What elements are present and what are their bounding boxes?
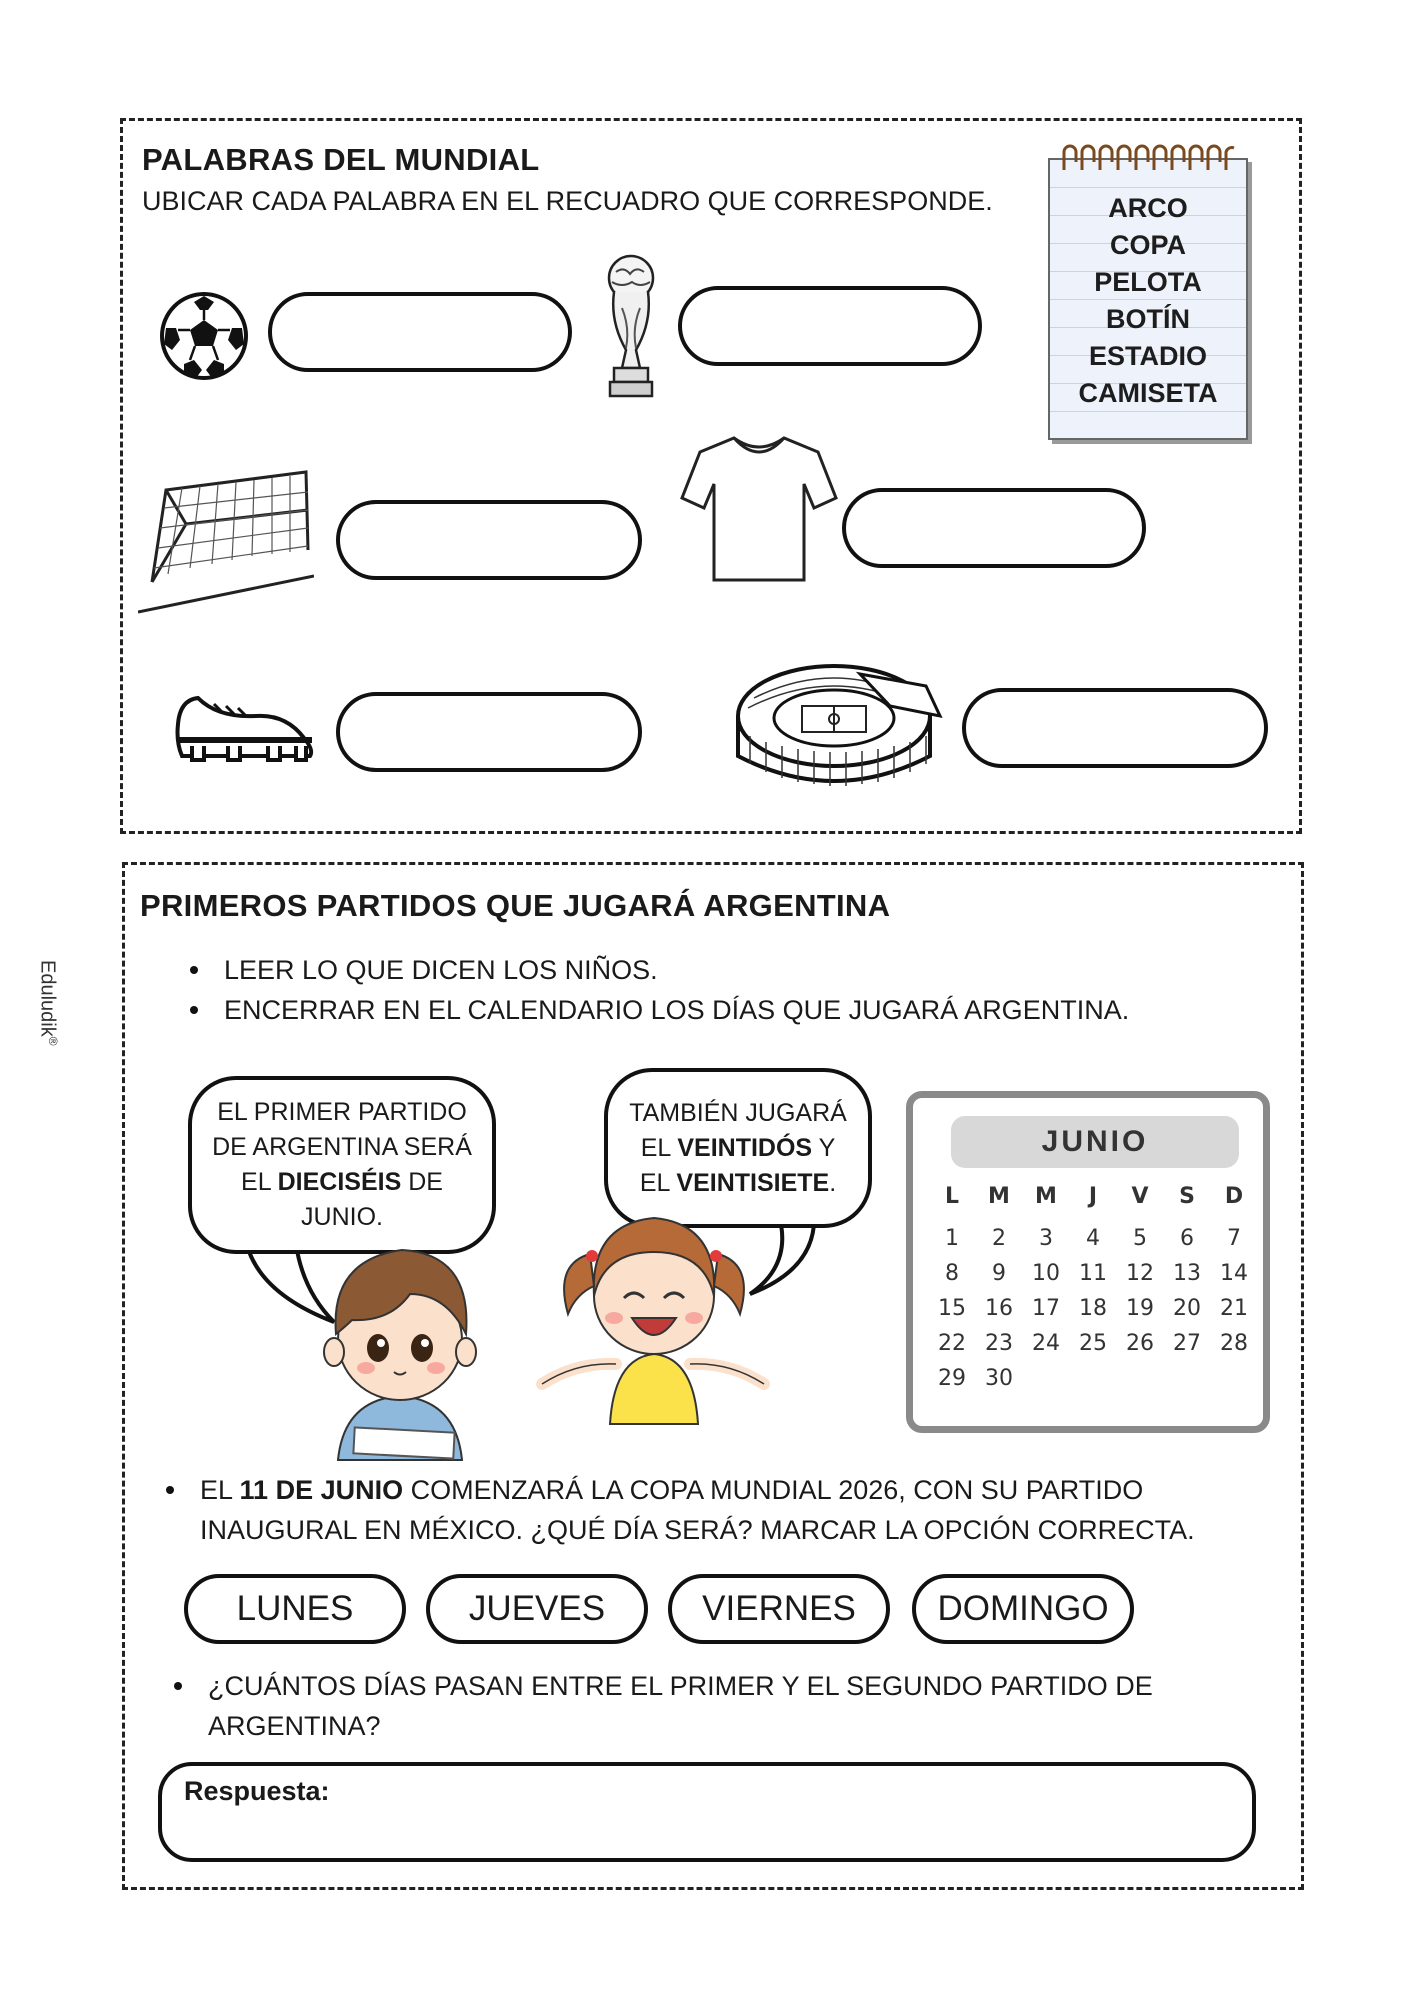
calendar-day[interactable]: 19 — [1126, 1296, 1154, 1321]
section1-title: PALABRAS DEL MUNDIAL — [142, 142, 540, 177]
bubble-girl-text: TAMBIÉN JUGARÁ EL — [629, 1098, 847, 1162]
calendar-weekday: L — [944, 1184, 960, 1209]
question1-bold: 11 DE JUNIO — [239, 1475, 404, 1505]
calendar-weekday: M — [988, 1184, 1010, 1209]
word-bank-item: ARCO — [1108, 193, 1188, 223]
calendar-day[interactable]: 17 — [1032, 1296, 1060, 1321]
word-bank-item: BOTÍN — [1106, 304, 1190, 334]
bubble-boy-bold: DIECISÉIS — [277, 1168, 402, 1196]
bubble-girl-text-2: Y EL — [639, 1133, 836, 1197]
calendar-day[interactable]: 11 — [1079, 1261, 1107, 1286]
calendar-day[interactable]: 29 — [938, 1366, 966, 1391]
bubble-girl-bold-1: VEINTIDÓS — [677, 1133, 813, 1162]
calendar-day[interactable]: 27 — [1173, 1331, 1201, 1356]
calendar-day[interactable]: 15 — [938, 1296, 966, 1321]
speech-bubble-boy — [188, 1076, 496, 1254]
question-days-between — [168, 1666, 1228, 1746]
calendar-day[interactable]: 4 — [1086, 1226, 1100, 1251]
calendar-month: JUNIO — [951, 1116, 1239, 1168]
calendar-day[interactable]: 25 — [1079, 1331, 1107, 1356]
brand-watermark — [35, 960, 60, 1046]
word-bank-item: CAMISETA — [1078, 378, 1218, 408]
calendar-day[interactable]: 14 — [1220, 1261, 1248, 1286]
calendar-day[interactable]: 20 — [1173, 1296, 1201, 1321]
brand-name: Eduludik — [36, 960, 59, 1037]
spiral-binding-icon — [1056, 140, 1240, 174]
calendar-day[interactable]: 26 — [1126, 1331, 1154, 1356]
calendar-day[interactable]: 28 — [1220, 1331, 1248, 1356]
calendar-day[interactable]: 22 — [938, 1331, 966, 1356]
answer-box-shirt[interactable] — [842, 488, 1146, 568]
word-bank-item: ESTADIO — [1088, 341, 1207, 371]
question1-text-end: COMENZARÁ LA COPA MUNDIAL 2026, CON SU PARTIDO INAUGURAL EN MÉXICO. ¿QUÉ DÍA SERÁ? MARCAR LA OPCIÓN CORRECTA. — [200, 1475, 1195, 1545]
option-viernes[interactable]: VIERNES — [668, 1574, 890, 1644]
calendar-day[interactable]: 16 — [985, 1296, 1013, 1321]
question1-text: EL — [200, 1475, 240, 1505]
soccer-ball-icon — [158, 290, 250, 382]
answer-box[interactable] — [158, 1762, 1256, 1862]
calendar-day[interactable]: 24 — [1032, 1331, 1060, 1356]
t-shirt-icon — [678, 432, 840, 586]
option-jueves[interactable]: JUEVES — [426, 1574, 648, 1644]
calendar-day[interactable]: 6 — [1180, 1226, 1194, 1251]
word-bank-notepad — [1048, 158, 1248, 440]
calendar-day[interactable]: 18 — [1079, 1296, 1107, 1321]
answer-box-goal[interactable] — [336, 500, 642, 580]
answer-box-ball[interactable] — [268, 292, 572, 372]
calendar-weekday: V — [1131, 1184, 1149, 1209]
bubble-girl-text-3: . — [829, 1168, 837, 1197]
calendar-day[interactable]: 23 — [985, 1331, 1013, 1356]
calendar-weekday: S — [1179, 1184, 1195, 1209]
option-domingo[interactable]: DOMINGO — [912, 1574, 1134, 1644]
question-opening-day — [160, 1470, 1270, 1550]
calendar-day[interactable]: 10 — [1032, 1261, 1060, 1286]
calendar-day[interactable]: 13 — [1173, 1261, 1201, 1286]
calendar-day[interactable]: 21 — [1220, 1296, 1248, 1321]
calendar-day[interactable]: 30 — [985, 1366, 1013, 1391]
instruction-item: LEER LO QUE DICEN LOS NIÑOS. — [184, 950, 1129, 990]
calendar-day[interactable]: 2 — [992, 1226, 1006, 1251]
option-lunes[interactable]: LUNES — [184, 1574, 406, 1644]
calendar-day[interactable]: 8 — [945, 1261, 959, 1286]
calendar-day[interactable]: 9 — [992, 1261, 1006, 1286]
girl-cheering-illustration — [530, 1204, 778, 1428]
june-calendar — [906, 1091, 1270, 1433]
calendar-weekday: D — [1224, 1184, 1244, 1209]
stadium-icon — [730, 652, 946, 798]
bubble-boy-text: EL PRIMER PARTIDO DE ARGENTINA SERÁ EL — [212, 1098, 472, 1196]
instruction-list — [184, 950, 1129, 1030]
answer-box-trophy[interactable] — [678, 286, 982, 366]
word-bank-item: COPA — [1109, 230, 1186, 260]
calendar-weekday: M — [1035, 1184, 1057, 1209]
calendar-day[interactable]: 12 — [1126, 1261, 1154, 1286]
instruction-item: ENCERRAR EN EL CALENDARIO LOS DÍAS QUE JUGARÁ ARGENTINA. — [184, 990, 1129, 1030]
answer-box-boot[interactable] — [336, 692, 642, 772]
boy-writing-illustration — [318, 1244, 484, 1464]
calendar-day[interactable]: 1 — [945, 1226, 959, 1251]
calendar-day[interactable]: 7 — [1227, 1226, 1241, 1251]
brand-mark: ® — [46, 1036, 60, 1046]
world-cup-trophy-icon — [600, 252, 662, 400]
calendar-weekday: J — [1088, 1184, 1098, 1209]
section2-title: PRIMEROS PARTIDOS QUE JUGARÁ ARGENTINA — [140, 888, 891, 923]
calendar-day[interactable]: 3 — [1039, 1226, 1053, 1251]
section1-instruction: UBICAR CADA PALABRA EN EL RECUADRO QUE CORRESPONDE. — [142, 186, 993, 216]
calendar-day[interactable]: 5 — [1133, 1226, 1147, 1251]
word-bank-item: PELOTA — [1094, 267, 1202, 297]
answer-box-stadium[interactable] — [962, 688, 1268, 768]
question2-text: ¿CUÁNTOS DÍAS PASAN ENTRE EL PRIMER Y EL SEGUNDO PARTIDO DE ARGENTINA? — [168, 1666, 1228, 1746]
soccer-boot-icon — [172, 694, 318, 768]
bubble-girl-bold-2: VEINTISIETE — [676, 1168, 830, 1197]
answer-label: Respuesta: — [184, 1776, 330, 1806]
goal-net-icon — [138, 464, 314, 616]
bubble-boy-text-end: DE JUNIO. — [301, 1168, 443, 1231]
